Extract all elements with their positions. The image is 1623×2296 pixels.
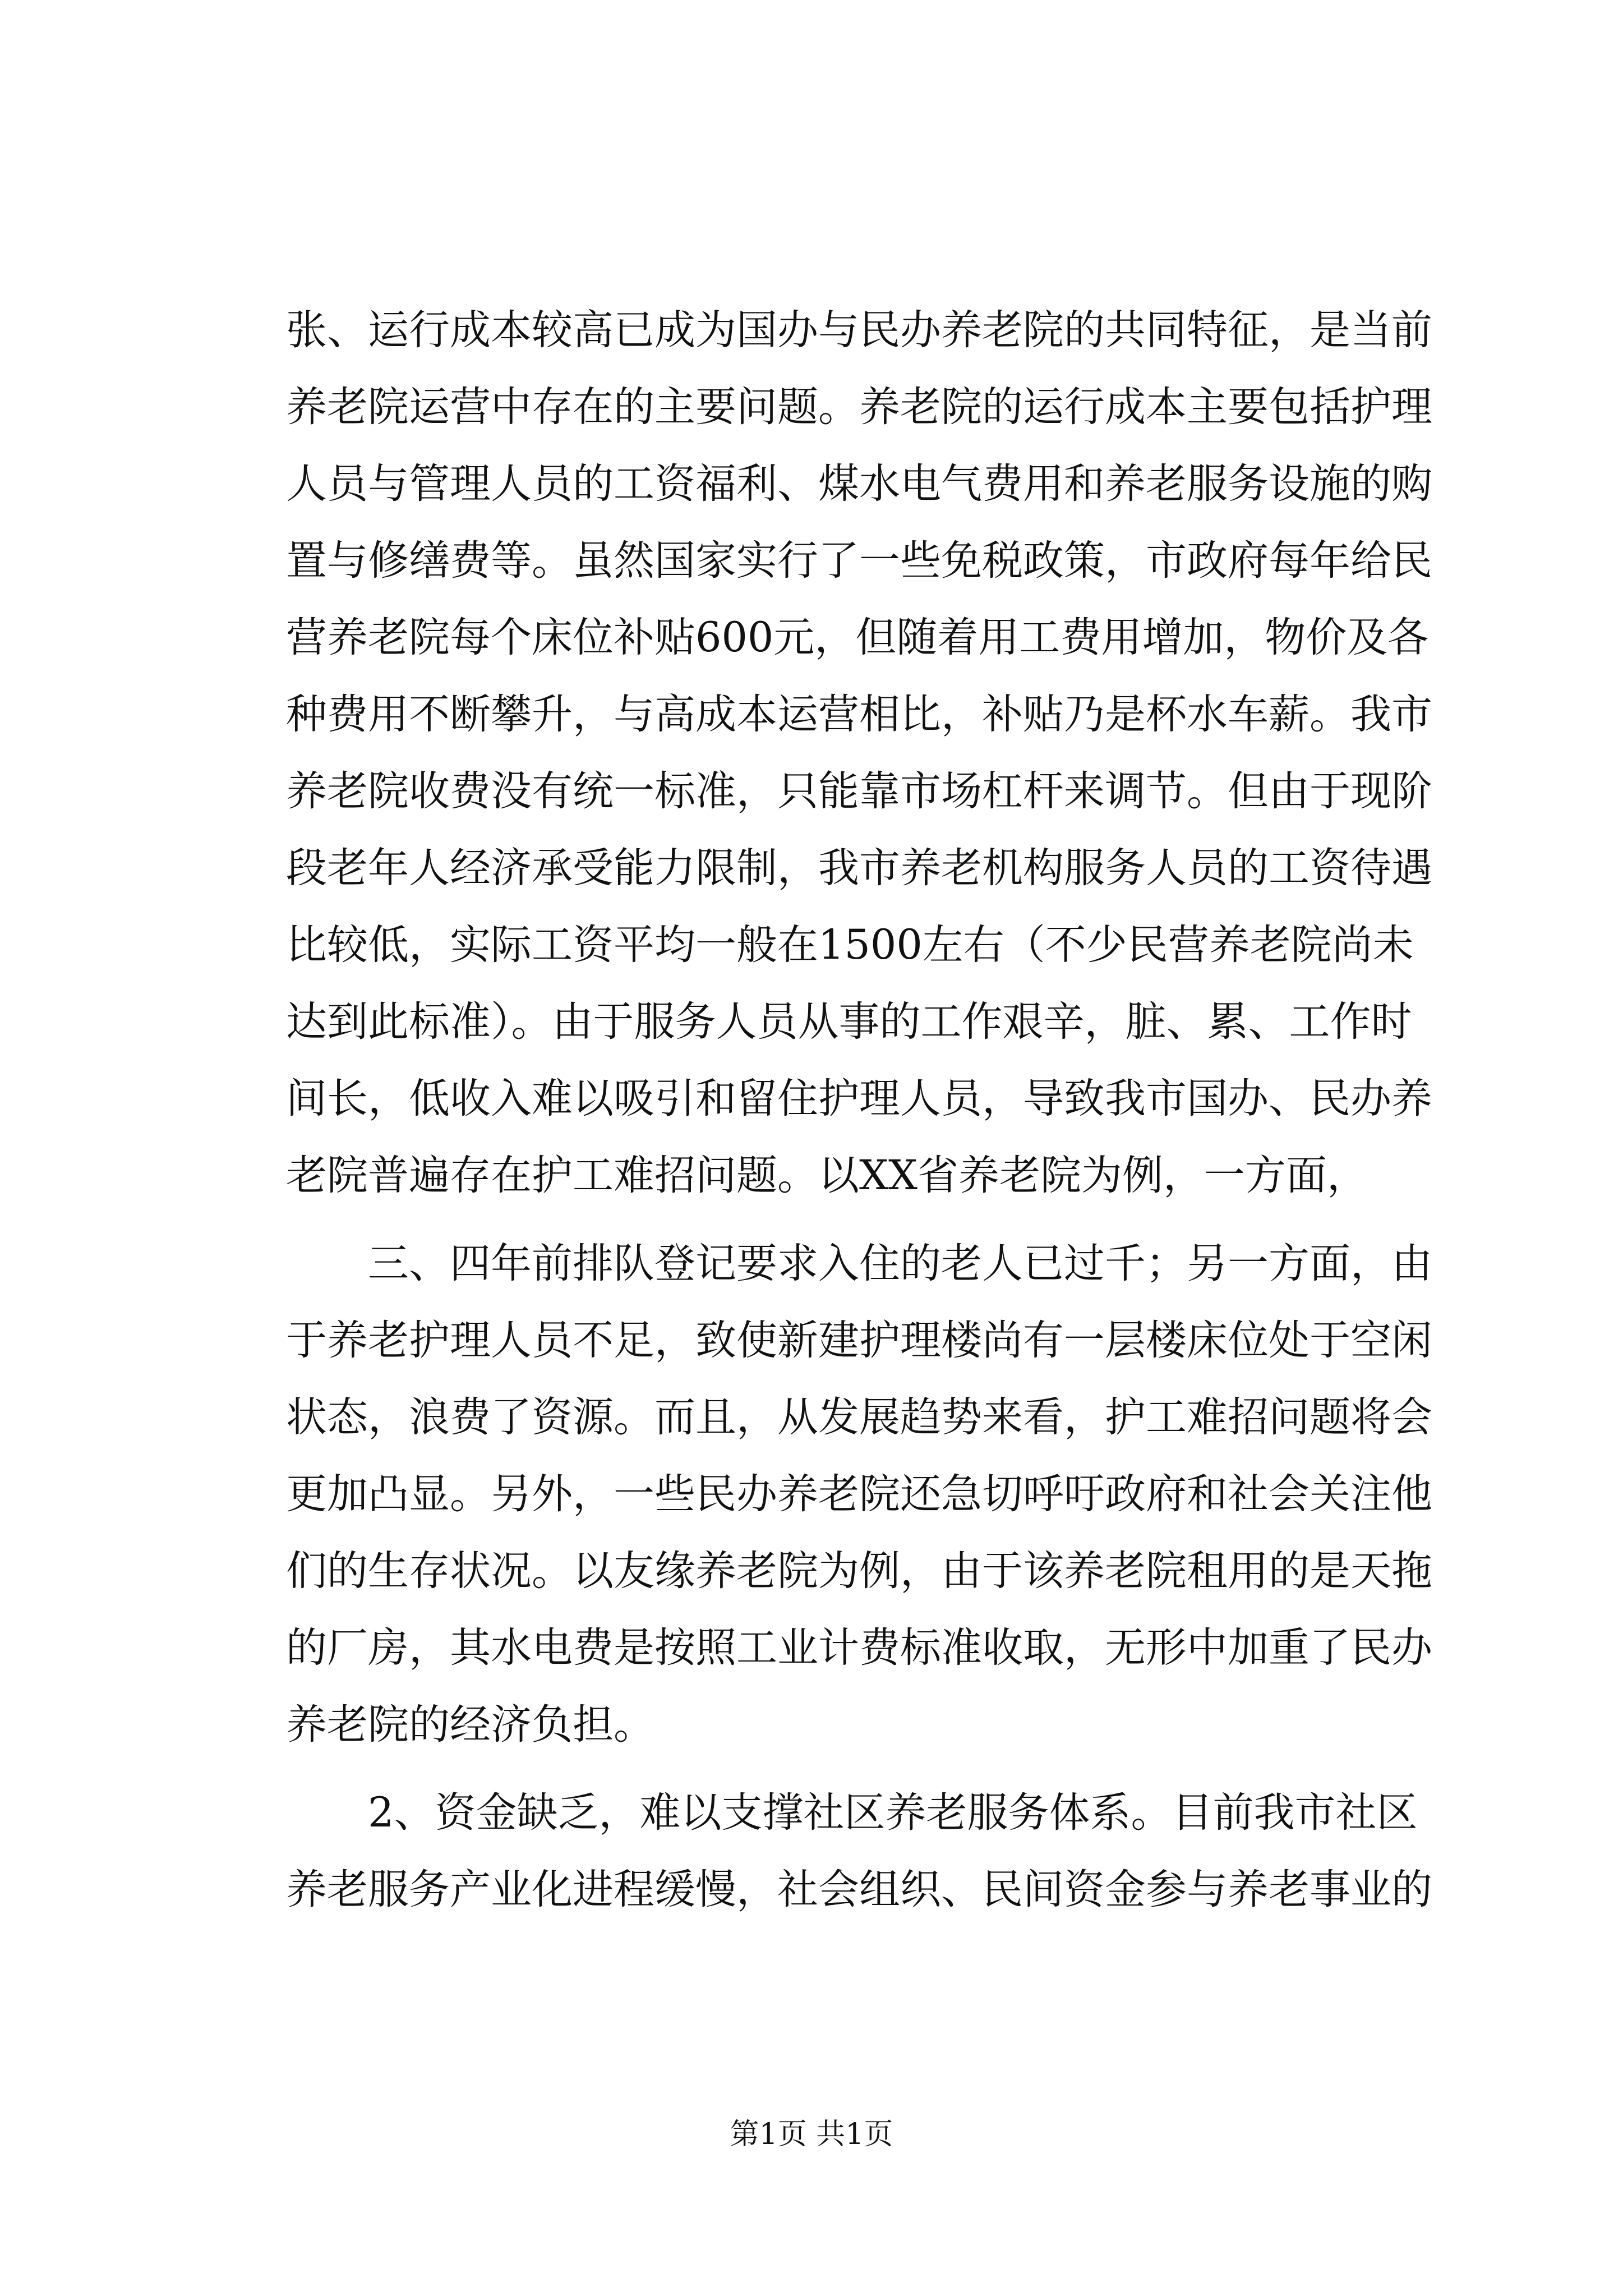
text-line: 人员与管理人员的工资福利、煤水电气费用和养老服务设施的购 <box>286 460 1432 508</box>
text-line: 种费用不断攀升，与高成本运营相比，补贴乃是杯水车薪。我市 <box>286 691 1432 738</box>
text-line: 状态，浪费了资源。而且，从发展趋势来看，护工难招问题将会 <box>286 1393 1432 1441</box>
text-line: 置与修缮费等。虽然国家实行了一些免税政策，市政府每年给民 <box>286 537 1432 585</box>
text-line: 三、四年前排队登记要求入住的老人已过千；另一方面，由 <box>368 1240 1432 1287</box>
text-line: 更加凸显。另外，一些民办养老院还急切呼吁政府和社会关注他 <box>286 1470 1432 1518</box>
page-footer <box>0 2115 1623 2154</box>
text-line: 达到此标准）。由于服务人员从事的工作艰辛，脏、累、工作时 <box>286 998 1412 1046</box>
document-body <box>286 292 1432 1928</box>
text-line: 老院普遍存在护工难招问题。以XX省养老院为例，一方面， <box>286 1152 1368 1199</box>
text-line: 间长，低收入难以吸引和留住护理人员，导致我市国办、民办养 <box>286 1075 1432 1122</box>
paragraph <box>286 292 1432 1214</box>
text-line: 养老院运营中存在的主要问题。养老院的运行成本主要包括护理 <box>286 383 1432 431</box>
page-number-label: 第1页 共1页 <box>730 2118 893 2151</box>
text-line: 养老服务产业化进程缓慢，社会组织、民间资金参与养老事业的 <box>286 1866 1432 1913</box>
paragraph <box>286 1774 1432 1928</box>
text-line: 的厂房，其水电费是按照工业计费标准收取，无形中加重了民办 <box>286 1624 1432 1672</box>
text-line: 于养老护理人员不足，致使新建护理楼尚有一层楼床位处于空闲 <box>286 1317 1432 1364</box>
text-line: 养老院的经济负担。 <box>286 1701 654 1749</box>
text-line: 养老院收费没有统一标准，只能靠市场杠杆来调节。但由于现阶 <box>286 767 1432 815</box>
text-line: 张、运行成本较高已成为国办与民办养老院的共同特征，是当前 <box>286 306 1432 354</box>
paragraph-gap <box>286 1763 1337 1774</box>
text-line: 比较低，实际工资平均一般在1500左右（不少民营养老院尚未 <box>286 921 1414 969</box>
text-line: 段老年人经济承受能力限制，我市养老机构服务人员的工资待遇 <box>286 844 1432 892</box>
text-line: 2、资金缺乏，难以支撑社区养老服务体系。目前我市社区 <box>368 1789 1418 1837</box>
paragraph <box>286 1225 1432 1763</box>
text-line: 营养老院每个床位补贴600元，但随着用工费用增加，物价及各 <box>286 614 1429 661</box>
paragraph-gap <box>286 1214 1337 1225</box>
text-line: 们的生存状况。以友缘养老院为例，由于该养老院租用的是天拖 <box>286 1547 1432 1595</box>
